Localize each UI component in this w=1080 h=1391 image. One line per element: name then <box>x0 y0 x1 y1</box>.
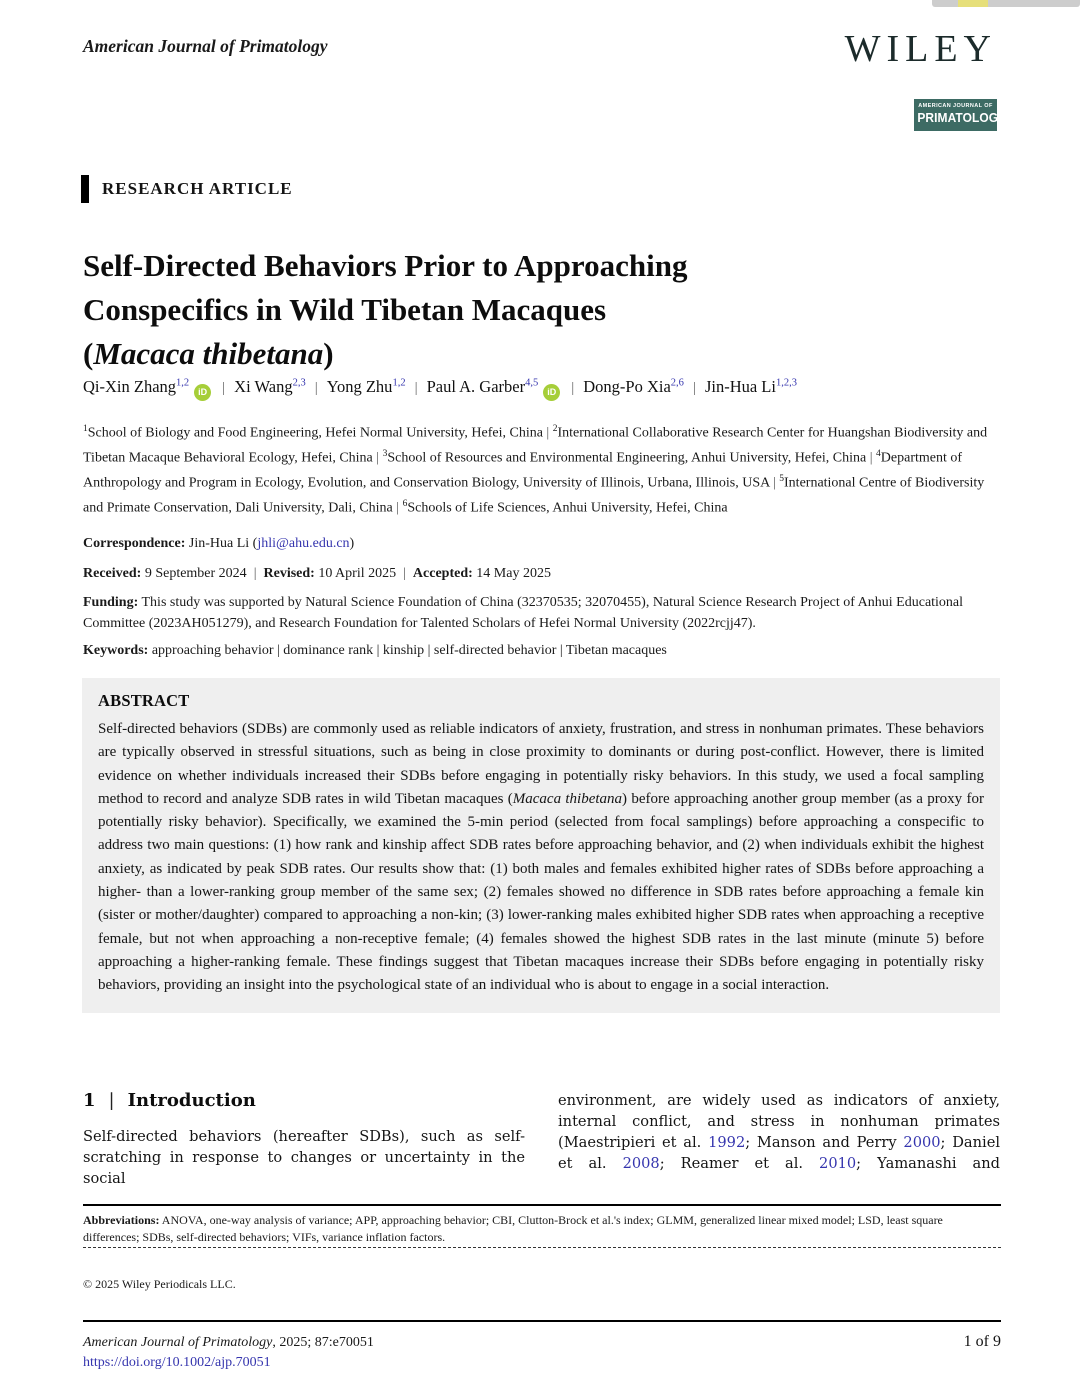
intro-text: ; Yamanashi and <box>856 1155 1000 1172</box>
author-affil-sup: 1,2,3 <box>775 377 797 389</box>
citation-link[interactable]: 2010 <box>819 1155 857 1172</box>
affiliation-text: Schools of Life Sciences, Anhui University, Hefei, China <box>407 500 728 516</box>
affiliations <box>83 419 1001 519</box>
author-name: Paul A. Garber <box>426 377 526 396</box>
title-paren-open: ( <box>83 336 94 371</box>
author-separator: | <box>571 380 575 396</box>
section-heading-divider: | <box>108 1090 115 1111</box>
citation-link[interactable]: 1992 <box>708 1134 746 1151</box>
section-number: 1 <box>83 1090 96 1111</box>
abbreviations-footnote <box>83 1212 1001 1245</box>
footer-rule <box>83 1320 1001 1322</box>
affiliation-text: International Collaborative Research Center for Huangshan Biodiversity and Tibetan Macaque Behavioral Ecology, Hefei, China <box>83 425 988 466</box>
author-affil-sup: 1,2 <box>392 377 406 389</box>
article-type-bar <box>81 175 89 203</box>
journal-cover-badge <box>914 99 1007 131</box>
author <box>327 377 406 396</box>
received-date: 9 September 2024 <box>141 566 247 581</box>
affiliation-number: 6 <box>402 498 408 509</box>
author-name: Yong Zhu <box>326 377 393 396</box>
accepted-date: 14 May 2025 <box>472 566 551 581</box>
page-number: 1 of 9 <box>963 1333 1001 1350</box>
intro-text: ; Manson and Perry <box>745 1134 904 1151</box>
author-name: Jin-Hua Li <box>704 377 776 396</box>
footer-citation-rest: , 2025; 87:e70051 <box>272 1335 374 1350</box>
author <box>427 377 563 396</box>
affiliation-number: 5 <box>779 473 785 484</box>
keywords-line <box>83 641 1001 662</box>
affiliation-number: 3 <box>382 448 388 459</box>
wiley-logo: WILEY <box>844 28 997 70</box>
author <box>234 377 306 396</box>
badge-line2: PRIMATOLOGY <box>917 110 1007 125</box>
article-type-strip <box>81 175 293 203</box>
dates-separator: | <box>253 566 257 581</box>
affiliation-separator: | <box>392 500 403 516</box>
revised-label: Revised: <box>263 566 315 581</box>
author-name: Xi Wang <box>234 377 293 396</box>
abstract-text-1: Self-directed behaviors (SDBs) are commonly used as reliable indicators of anxiety, frustration, and stress in nonhuman primates. These behaviors are typically observed in stressful situations, such as being in close proximity to dominants or during post-conflict. However, there is limited evidence on whether individuals increased their SDBs before engaging in potentially risky behaviors. In this study, we used a focal sampling method to record and analyze SDB rates in wild Tibetan macaques ( <box>98 721 984 807</box>
author-separator: | <box>314 380 318 396</box>
correspondence-email-link[interactable]: jhli@ahu.edu.cn <box>257 536 350 551</box>
section-title: Introduction <box>127 1090 256 1111</box>
received-label: Received: <box>83 566 142 581</box>
revised-date: 10 April 2025 <box>314 566 397 581</box>
journal-name: American Journal of Primatology <box>83 36 328 56</box>
check-for-updates-cutoff-button[interactable] <box>932 0 1080 7</box>
history-dates-line <box>83 564 1001 585</box>
orcid-icon[interactable]: iD <box>543 384 560 401</box>
affiliation-text: Department of Anthropology and Program in Ecology, Evolution, and Conservation Biology, University of Illinois, Urbana, Illinois, USA <box>83 450 963 491</box>
footer-citation <box>83 1333 374 1373</box>
title-paren-close: ) <box>323 336 334 371</box>
author <box>705 377 797 396</box>
introduction-section <box>83 1090 1001 1189</box>
correspondence-close: ) <box>349 536 355 551</box>
check-for-updates-icon <box>958 0 988 7</box>
affiliation-separator: | <box>372 450 383 466</box>
correspondence-name: Jin-Hua Li ( <box>185 536 258 551</box>
affiliation-separator: | <box>866 450 877 466</box>
section-heading <box>83 1090 525 1111</box>
citation-link[interactable]: 2000 <box>903 1134 941 1151</box>
author-separator: | <box>692 380 696 396</box>
title-species: Macaca thibetana <box>93 336 324 371</box>
author-affil-sup: 2,6 <box>670 377 684 389</box>
funding-label: Funding: <box>83 595 139 610</box>
correspondence-line <box>83 534 1001 555</box>
intro-right-paragraph <box>558 1090 1000 1174</box>
funding-text: This study was supported by Natural Science Foundation of China (32370535; 32070455), Natural Science Research Project of Anhui Educational Committee (2023AH051279), and Research Foundation for Talented Scholars of Hefei Normal University (2022rcjj47). <box>83 595 964 631</box>
accepted-label: Accepted: <box>412 566 473 581</box>
abstract-paragraph <box>98 718 984 998</box>
author-name: Qi-Xin Zhang <box>83 377 177 396</box>
affiliation-number: 2 <box>552 424 558 434</box>
intro-left-paragraph: Self-directed behaviors (hereafter SDBs), such as self-scratching in response to changes or uncertainty in the social <box>83 1128 525 1187</box>
affiliation-number: 4 <box>876 448 881 459</box>
article-type-label: RESEARCH ARTICLE <box>102 179 293 198</box>
dates-separator: | <box>403 566 406 581</box>
author-separator: | <box>414 380 418 396</box>
footer-journal-name: American Journal of Primatology <box>83 1335 273 1350</box>
citation-link[interactable]: 2008 <box>622 1155 660 1172</box>
affiliation-separator: | <box>542 425 553 441</box>
doi-link[interactable]: https://doi.org/10.1002/ajp.70051 <box>83 1355 271 1370</box>
intro-right-column <box>558 1090 1000 1189</box>
author <box>583 377 684 396</box>
article-title <box>83 244 863 376</box>
author-affil-sup: 1,2 <box>176 377 190 389</box>
author-affil-sup: 2,3 <box>292 377 306 389</box>
correspondence-label: Correspondence: <box>83 536 186 551</box>
intro-text: ; Reamer et al. <box>659 1155 820 1172</box>
intro-text: ; Daniel et al. <box>558 1134 1001 1172</box>
funding-statement <box>83 593 1001 634</box>
affiliation-text: School of Biology and Food Engineering, Hefei Normal University, Hefei, China <box>87 425 543 441</box>
affiliation-text: School of Resources and Environmental Engineering, Anhui University, Hefei, China <box>387 450 867 466</box>
affiliation-separator: | <box>769 475 780 491</box>
abstract-species-italic: Macaca thibetana <box>512 790 623 807</box>
abbreviations-top-rule <box>83 1204 1001 1206</box>
abstract-section <box>82 678 1000 1013</box>
abstract-text-2: ) before approaching another group member (as a proxy for potentially risky behavior). Specifically, we examined the 5-min period (selected from focal samplings) before approaching a conspecific to address two main questions: (1) how rank and kinship affect SDB rates before approaching behavior, and (2) when individuals exhibit the highest anxiety, as indicated by peak SDB rates. Our results show that: (1) both males and females exhibited higher rates of SDBs before approaching a higher- than a lower-ranking group member of the same sex; (2) females showed no difference in SDB rates before approaching a female kin (sister or mother/daughter) compared to approaching a non-kin; (3) lower-ranking males exhibited higher SDB rates when approaching a receptive female, but not when approaching a non-receptive female; (4) females showed the highest SDB rates in the last minute (minute 5) before approaching a higher-ranking female. These findings suggest that Tibetan macaques increase their SDBs before engaging in potentially risky behaviors, providing an insight into the psychological state of an individual who is about to engage in a social interaction. <box>98 790 984 994</box>
author-affil-sup: 4,5 <box>525 377 539 389</box>
title-line1: Self-Directed Behaviors Prior to Approaching <box>83 248 688 283</box>
keywords-text: approaching behavior | dominance rank | kinship | self-directed behavior | Tibetan macaques <box>148 643 667 658</box>
intro-text: environment, are widely used as indicators of anxiety, internal conflict, and stress in nonhuman primates (Maestripieri et al. <box>558 1092 1000 1151</box>
badge-line1: AMERICAN JOURNAL OF <box>918 103 993 109</box>
affiliation-text: International Centre of Biodiversity and Primate Conservation, Dali University, Dali, China <box>83 475 985 516</box>
dotted-divider <box>83 1247 1001 1248</box>
author-list <box>83 377 1013 401</box>
affiliation-number: 1 <box>83 424 88 434</box>
abbreviations-text: ANOVA, one-way analysis of variance; APP, approaching behavior; CBI, Clutton-Brock et al.'s index; GLMM, generalized linear mixed model; LSD, least square differences; SDBs, self-directed behaviors; VIFs, variance inflation factors. <box>83 1213 943 1244</box>
page-footer <box>83 1333 1001 1373</box>
abbreviations-label: Abbreviations: <box>83 1213 160 1227</box>
author-separator: | <box>222 380 226 396</box>
abstract-heading: ABSTRACT <box>98 691 190 710</box>
keywords-label: Keywords: <box>83 643 149 658</box>
intro-left-column <box>83 1090 525 1189</box>
copyright-line: © 2025 Wiley Periodicals LLC. <box>83 1277 236 1291</box>
orcid-icon[interactable]: iD <box>194 384 211 401</box>
title-line2: Conspecifics in Wild Tibetan Macaques <box>83 292 607 327</box>
author <box>83 377 213 396</box>
author-name: Dong-Po Xia <box>583 377 671 396</box>
